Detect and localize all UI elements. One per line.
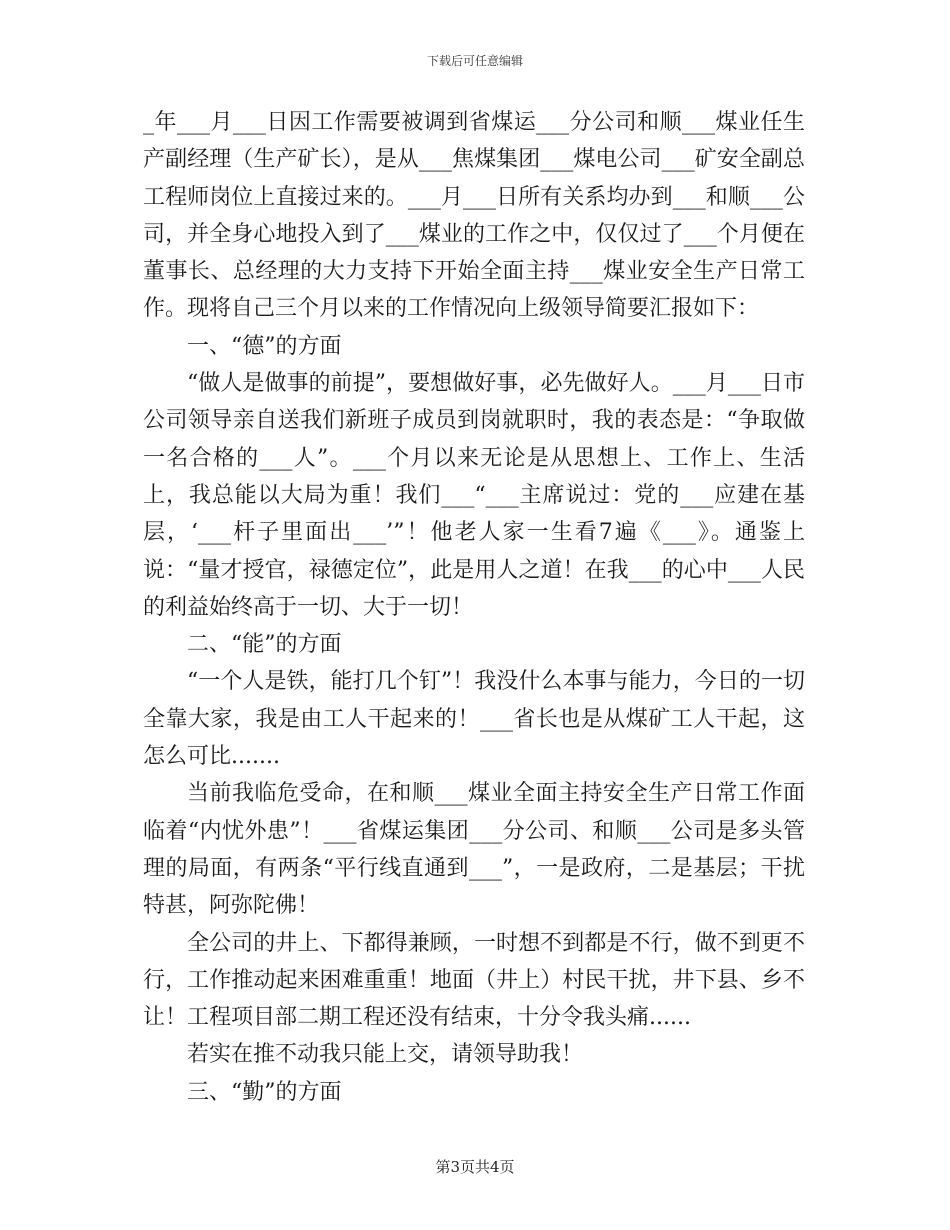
section-heading-de: 一、“德”的方面 bbox=[187, 333, 342, 359]
page-header: 下载后可任意编辑 bbox=[426, 54, 523, 68]
paragraph-neng-4: 若实在推不动我只能上交，请领导助我！ bbox=[187, 1042, 584, 1068]
paragraph-de: “做人是做事的前提”，要想做好事，必先做好人。___月___日市公司领导亲自送我们新班子成员到岗就职时，我的表态是：“争取做一名合格的___人”。___个月以来无论是从思想上、工作上、生活上，我总能以大局为重！我们___“___主席说过：党的___应建在基层，‘___杆子里面出___’”！他老人家一生看7遍《___》。通鉴上说：“量才授官，禄德定位”，此是用人之道！在我___的心中___人民的利益始终高于一切、大于一切！ bbox=[143, 371, 805, 620]
paragraph-neng-2: 当前我临危受命，在和顺___煤业全面主持安全生产日常工作面临着“内忧外患”！___省煤运集团___分公司、和顺___公司是多头管理的局面，有两条“平行线直通到___”，一是政府，二是基层；干扰特甚，阿弥陀佛！ bbox=[143, 781, 805, 919]
paragraph-neng-1: “一个人是铁，能打几个钉”！我没什么本事与能力，今日的一切全靠大家，我是由工人干起来的！___省长也是从煤矿工人干起，这怎么可比....... bbox=[143, 669, 805, 770]
paragraph-neng-3: 全公司的井上、下都得兼顾，一时想不到都是不行，做不到更不行，工作推动起来困难重重！地面（井上）村民干扰，井下县、乡不让！工程项目部二期工程还没有结束，十分令我头痛...... bbox=[143, 930, 805, 1031]
document-body bbox=[143, 104, 805, 1111]
page-footer: 第3页共4页 bbox=[435, 1158, 515, 1176]
section-heading-qin: 三、“勤”的方面 bbox=[187, 1079, 342, 1105]
paragraph-intro: _年___月___日因工作需要被调到省煤运___分公司和顺___煤业任生产副经理（生产矿长），是从___焦煤集团___煤电公司___矿安全副总工程师岗位上直接过来的。___月___日所有关系均办到___和顺___公司，并全身心地投入到了___煤业的工作之中，仅仅过了___个月便在董事长、总经理的大力支持下开始全面主持___煤业安全生产日常工作。现将自己三个月以来的工作情况向上级领导简要汇报如下： bbox=[143, 110, 805, 322]
section-heading-neng: 二、“能”的方面 bbox=[187, 632, 342, 658]
